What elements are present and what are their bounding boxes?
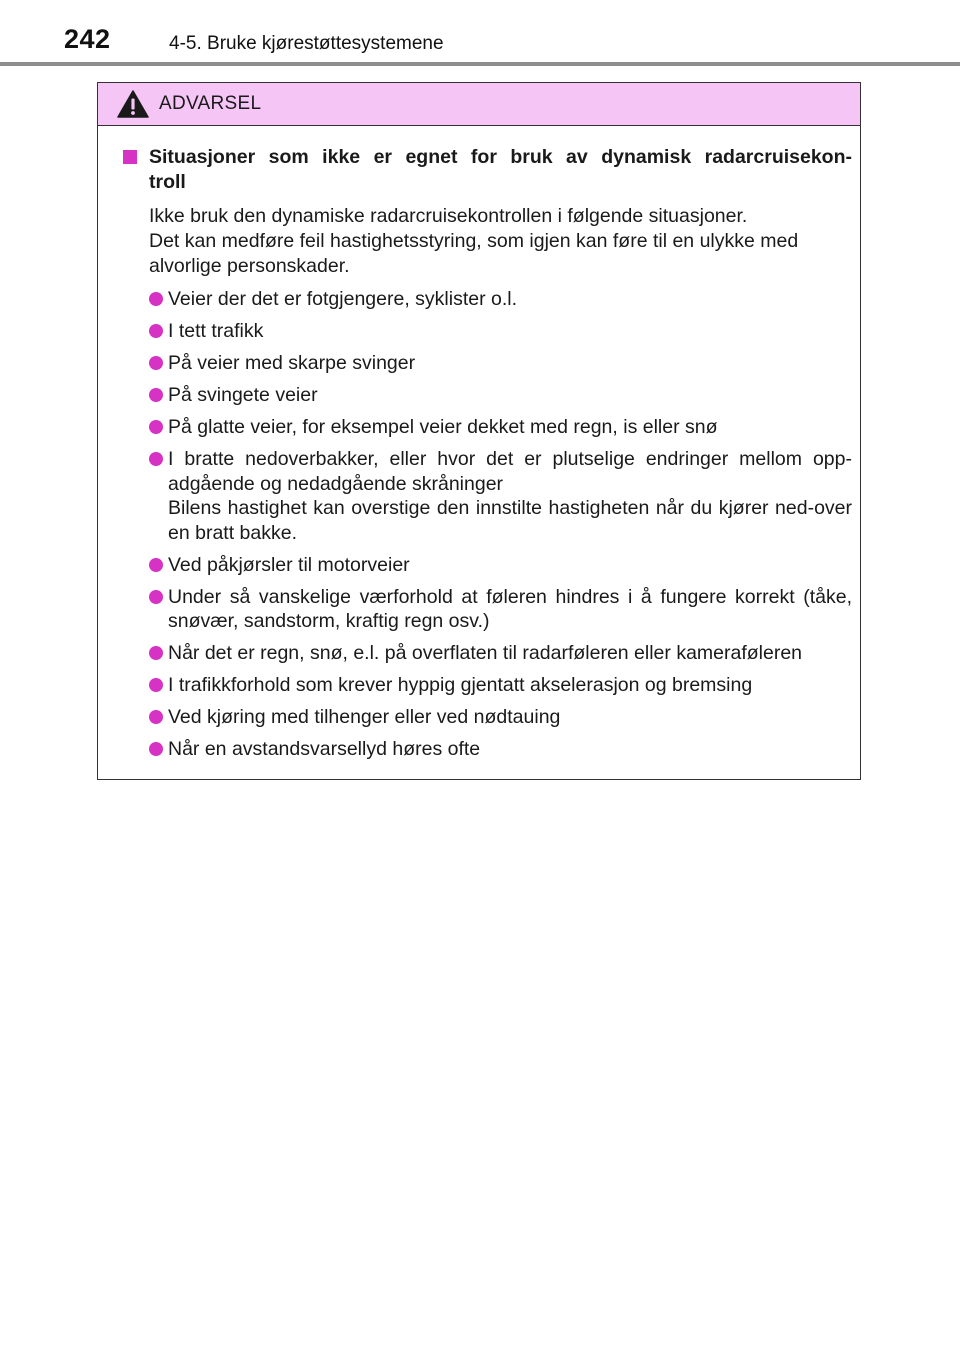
circle-bullet-icon (149, 558, 163, 572)
page-number: 242 (64, 24, 111, 54)
list-item (123, 673, 852, 698)
list-item-text: I tett trafikk (168, 320, 264, 342)
list-item-text: Veier der det er fotgjengere, syklister o.l. (168, 288, 518, 310)
list-item (123, 641, 852, 666)
warning-triangle-icon (117, 90, 149, 118)
list-item-text: På glatte veier, for eksempel veier dekket med regn, is eller snø (168, 416, 718, 438)
list-item (123, 705, 852, 730)
circle-bullet-icon (149, 590, 163, 604)
warning-box (97, 82, 861, 780)
warning-subheading-text: Situasjoner som ikke er egnet for bruk av dynamisk radarcruisekon-troll (149, 146, 852, 193)
list-item (123, 351, 852, 376)
list-item-text: I trafikkforhold som krever hyppig gjentatt akselerasjon og bremsing (168, 674, 753, 696)
list-item (123, 553, 852, 578)
list-item-text: Under så vanskelige værforhold at føleren hindres i å fungere korrekt (tåke, snøvær, sandstorm, kraftig regn osv.) (168, 585, 852, 632)
warning-header (98, 83, 860, 126)
intro-line: Ikke bruk den dynamiske radarcruisekontrollen i følgende situasjoner. (149, 205, 748, 227)
circle-bullet-icon (149, 420, 163, 434)
warning-body (98, 126, 860, 769)
intro-line: Det kan medføre feil hastighetsstyring, som igjen kan føre til en ulykke med alvorlige personskader. (149, 230, 799, 277)
circle-bullet-icon (149, 710, 163, 724)
square-bullet-icon (123, 150, 137, 164)
list-item-text: Ved kjøring med tilhenger eller ved nødtauing (168, 706, 561, 728)
circle-bullet-icon (149, 678, 163, 692)
list-item (123, 447, 852, 545)
warning-intro (149, 204, 852, 279)
circle-bullet-icon (149, 356, 163, 370)
list-item (123, 737, 852, 762)
section-title: 4-5. Bruke kjørestøttesystemene (169, 33, 444, 54)
list-item-text: På veier med skarpe svinger (168, 352, 416, 374)
list-item-note: Bilens hastighet kan overstige den innstilte hastigheten når du kjører ned-over en bratt bakke. (168, 497, 852, 544)
list-item-text: Når det er regn, snø, e.l. på overflaten til radarføleren eller kameraføleren (168, 642, 803, 664)
list-item-text: Ved påkjørsler til motorveier (168, 553, 410, 576)
list-item-text: På svingete veier (168, 384, 318, 406)
warning-title: ADVARSEL (159, 93, 262, 114)
list-item (123, 287, 852, 312)
list-item (123, 383, 852, 408)
list-item-text: I bratte nedoverbakker, eller hvor det er plutselige endringer mellom opp-adgående og nedadgående skråninger (168, 448, 852, 495)
list-item (123, 585, 852, 634)
list-item-text: Når en avstandsvarsellyd høres ofte (168, 738, 481, 760)
list-item (123, 415, 852, 440)
warning-list (123, 287, 852, 762)
circle-bullet-icon (149, 452, 163, 466)
circle-bullet-icon (149, 324, 163, 338)
header-divider (0, 62, 960, 66)
circle-bullet-icon (149, 388, 163, 402)
warning-subheading (123, 145, 852, 195)
circle-bullet-icon (149, 742, 163, 756)
circle-bullet-icon (149, 646, 163, 660)
page-header (0, 0, 960, 70)
circle-bullet-icon (149, 292, 163, 306)
list-item (123, 319, 852, 344)
